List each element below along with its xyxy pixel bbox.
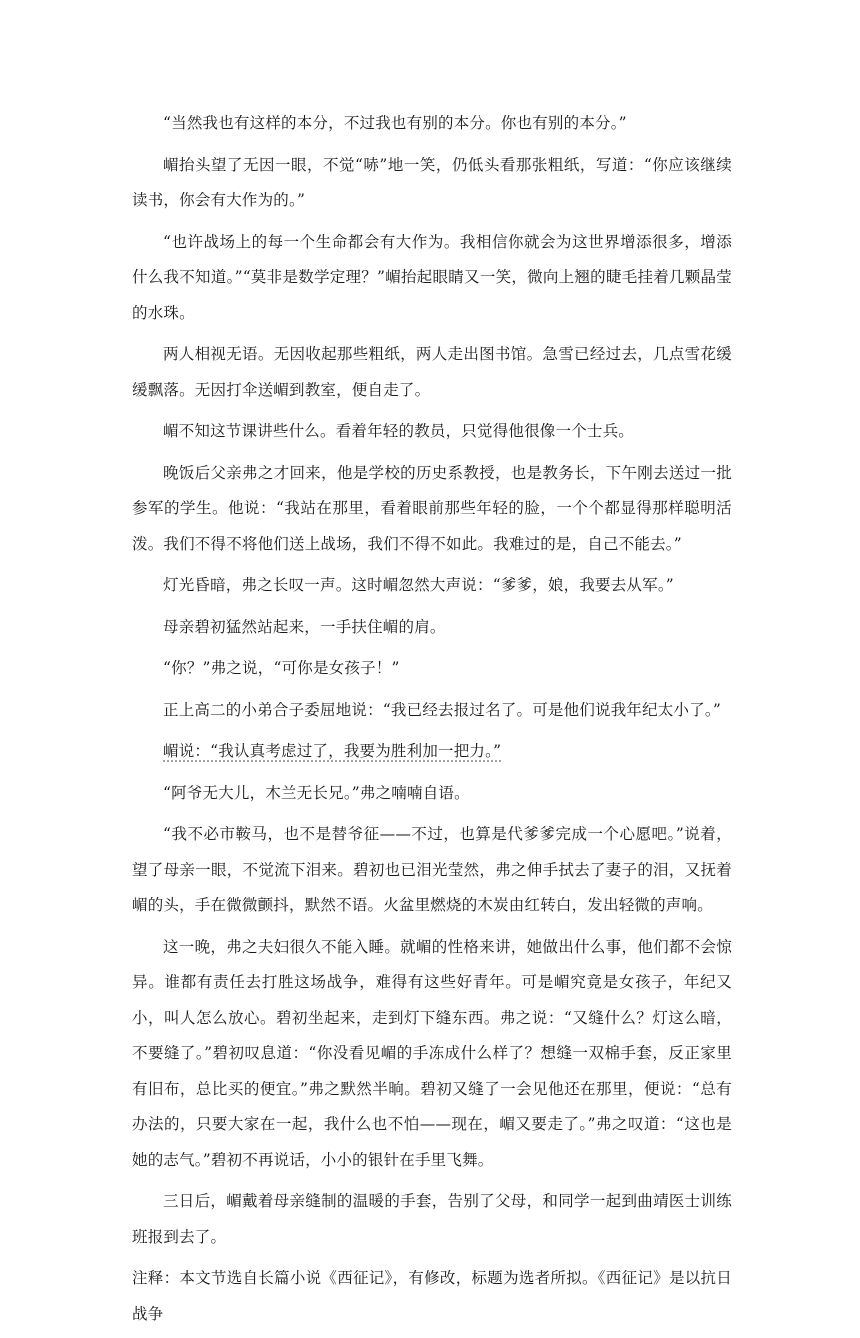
paragraph-11: 嵋说：“我认真考虑过了，我要为胜利加一把力。”: [163, 742, 502, 760]
annotation-note: 注释：本文节选自长篇小说《西征记》，有修改，标题为选者所拟。《西征记》是以抗日战争: [132, 1269, 732, 1323]
paragraph-7: 灯光昏暗，弗之长叹一声。这时嵋忽然大声说：“爹爹，娘，我要去从军。”: [163, 576, 674, 594]
paragraph-12: “阿爷无大儿，木兰无长兄。”弗之喃喃自语。: [163, 783, 470, 802]
paragraph-4: 两人相视无语。无因收起那些粗纸，两人走出图书馆。急雪已经过去，几点雪花缓缓飘落。无因打伞送嵋到教室，便自走了。: [132, 345, 732, 399]
paragraph-6: 晚饭后父亲弗之才回来，他是学校的历史系教授，也是教务长，下午刚去送过一批参军的学生。他说：“我站在那里，看着眼前那些年轻的脸，一个个都显得那样聪明活泼。我们不得不将他们送上战场，我们不得不如此。我难过的是，自己不能去。”: [132, 463, 732, 553]
paragraph-9: “你？”弗之说，“可你是女孩子！”: [163, 659, 400, 677]
paragraph-3: “也许战场上的每一个生命都会有大作为。我相信你就会为这世界增添很多，增添什么我不知道。”“莫非是数学定理？”嵋抬起眼睛又一笑，微向上翘的睫毛挂着几颗晶莹的水珠。: [132, 232, 732, 322]
paragraph-1: “当然我也有这样的本分，不过我也有别的本分。你也有别的本分。”: [163, 114, 627, 132]
article-body: [132, 106, 732, 1338]
paragraph-8: 母亲碧初猛然站起来，一手扶住嵋的肩。: [163, 617, 446, 636]
paragraph-15: 三日后，嵋戴着母亲缝制的温暖的手套，告别了父母，和同学一起到曲靖医士训练班报到去了。: [132, 1192, 732, 1246]
paragraph-10: 正上高二的小弟合子委屈地说：“我已经去报过名了。可是他们说我年纪太小了。”: [163, 700, 722, 719]
paragraph-13: “我不必市鞍马，也不是替爷征——不过，也算是代爹爹完成一个心愿吧。”说着，望了母亲一眼，不觉流下泪来。碧初也已泪光莹然，弗之伸手拭去了妻子的泪，又抚着嵋的头，手在微微颤抖，默然不语。火盆里燃烧的木炭由红转白，发出轻微的声响。: [132, 825, 732, 914]
paragraph-14: 这一晚，弗之夫妇很久不能入睡。就嵋的性格来讲，她做出什么事，他们都不会惊异。谁都有责任去打胜这场战争，难得有这些好青年。可是嵋究竟是女孩子，年纪又小，叫人怎么放心。碧初坐起来，走到灯下缝东西。弗之说：“又缝什么？灯这么暗，不要缝了。”碧初叹息道：“你没看见嵋的手冻成什么样了？想缝一双棉手套，反正家里有旧布，总比买的便宜。”弗之默然半晌。碧初又缝了一会见他还在那里，便说：“总有办法的，只要大家在一起，我什么也不怕——现在，嵋又要走了。”弗之叹道：“这也是她的志气。”碧初不再说话，小小的银针在手里飞舞。: [132, 937, 732, 1169]
paragraph-2: 嵋抬头望了无因一眼，不觉“哧”地一笑，仍低头看那张粗纸，写道：“你应该继续读书，你会有大作为的。”: [132, 155, 732, 209]
paragraph-5: 嵋不知这节课讲些什么。看着年轻的教员，只觉得他很像一个士兵。: [163, 422, 635, 440]
